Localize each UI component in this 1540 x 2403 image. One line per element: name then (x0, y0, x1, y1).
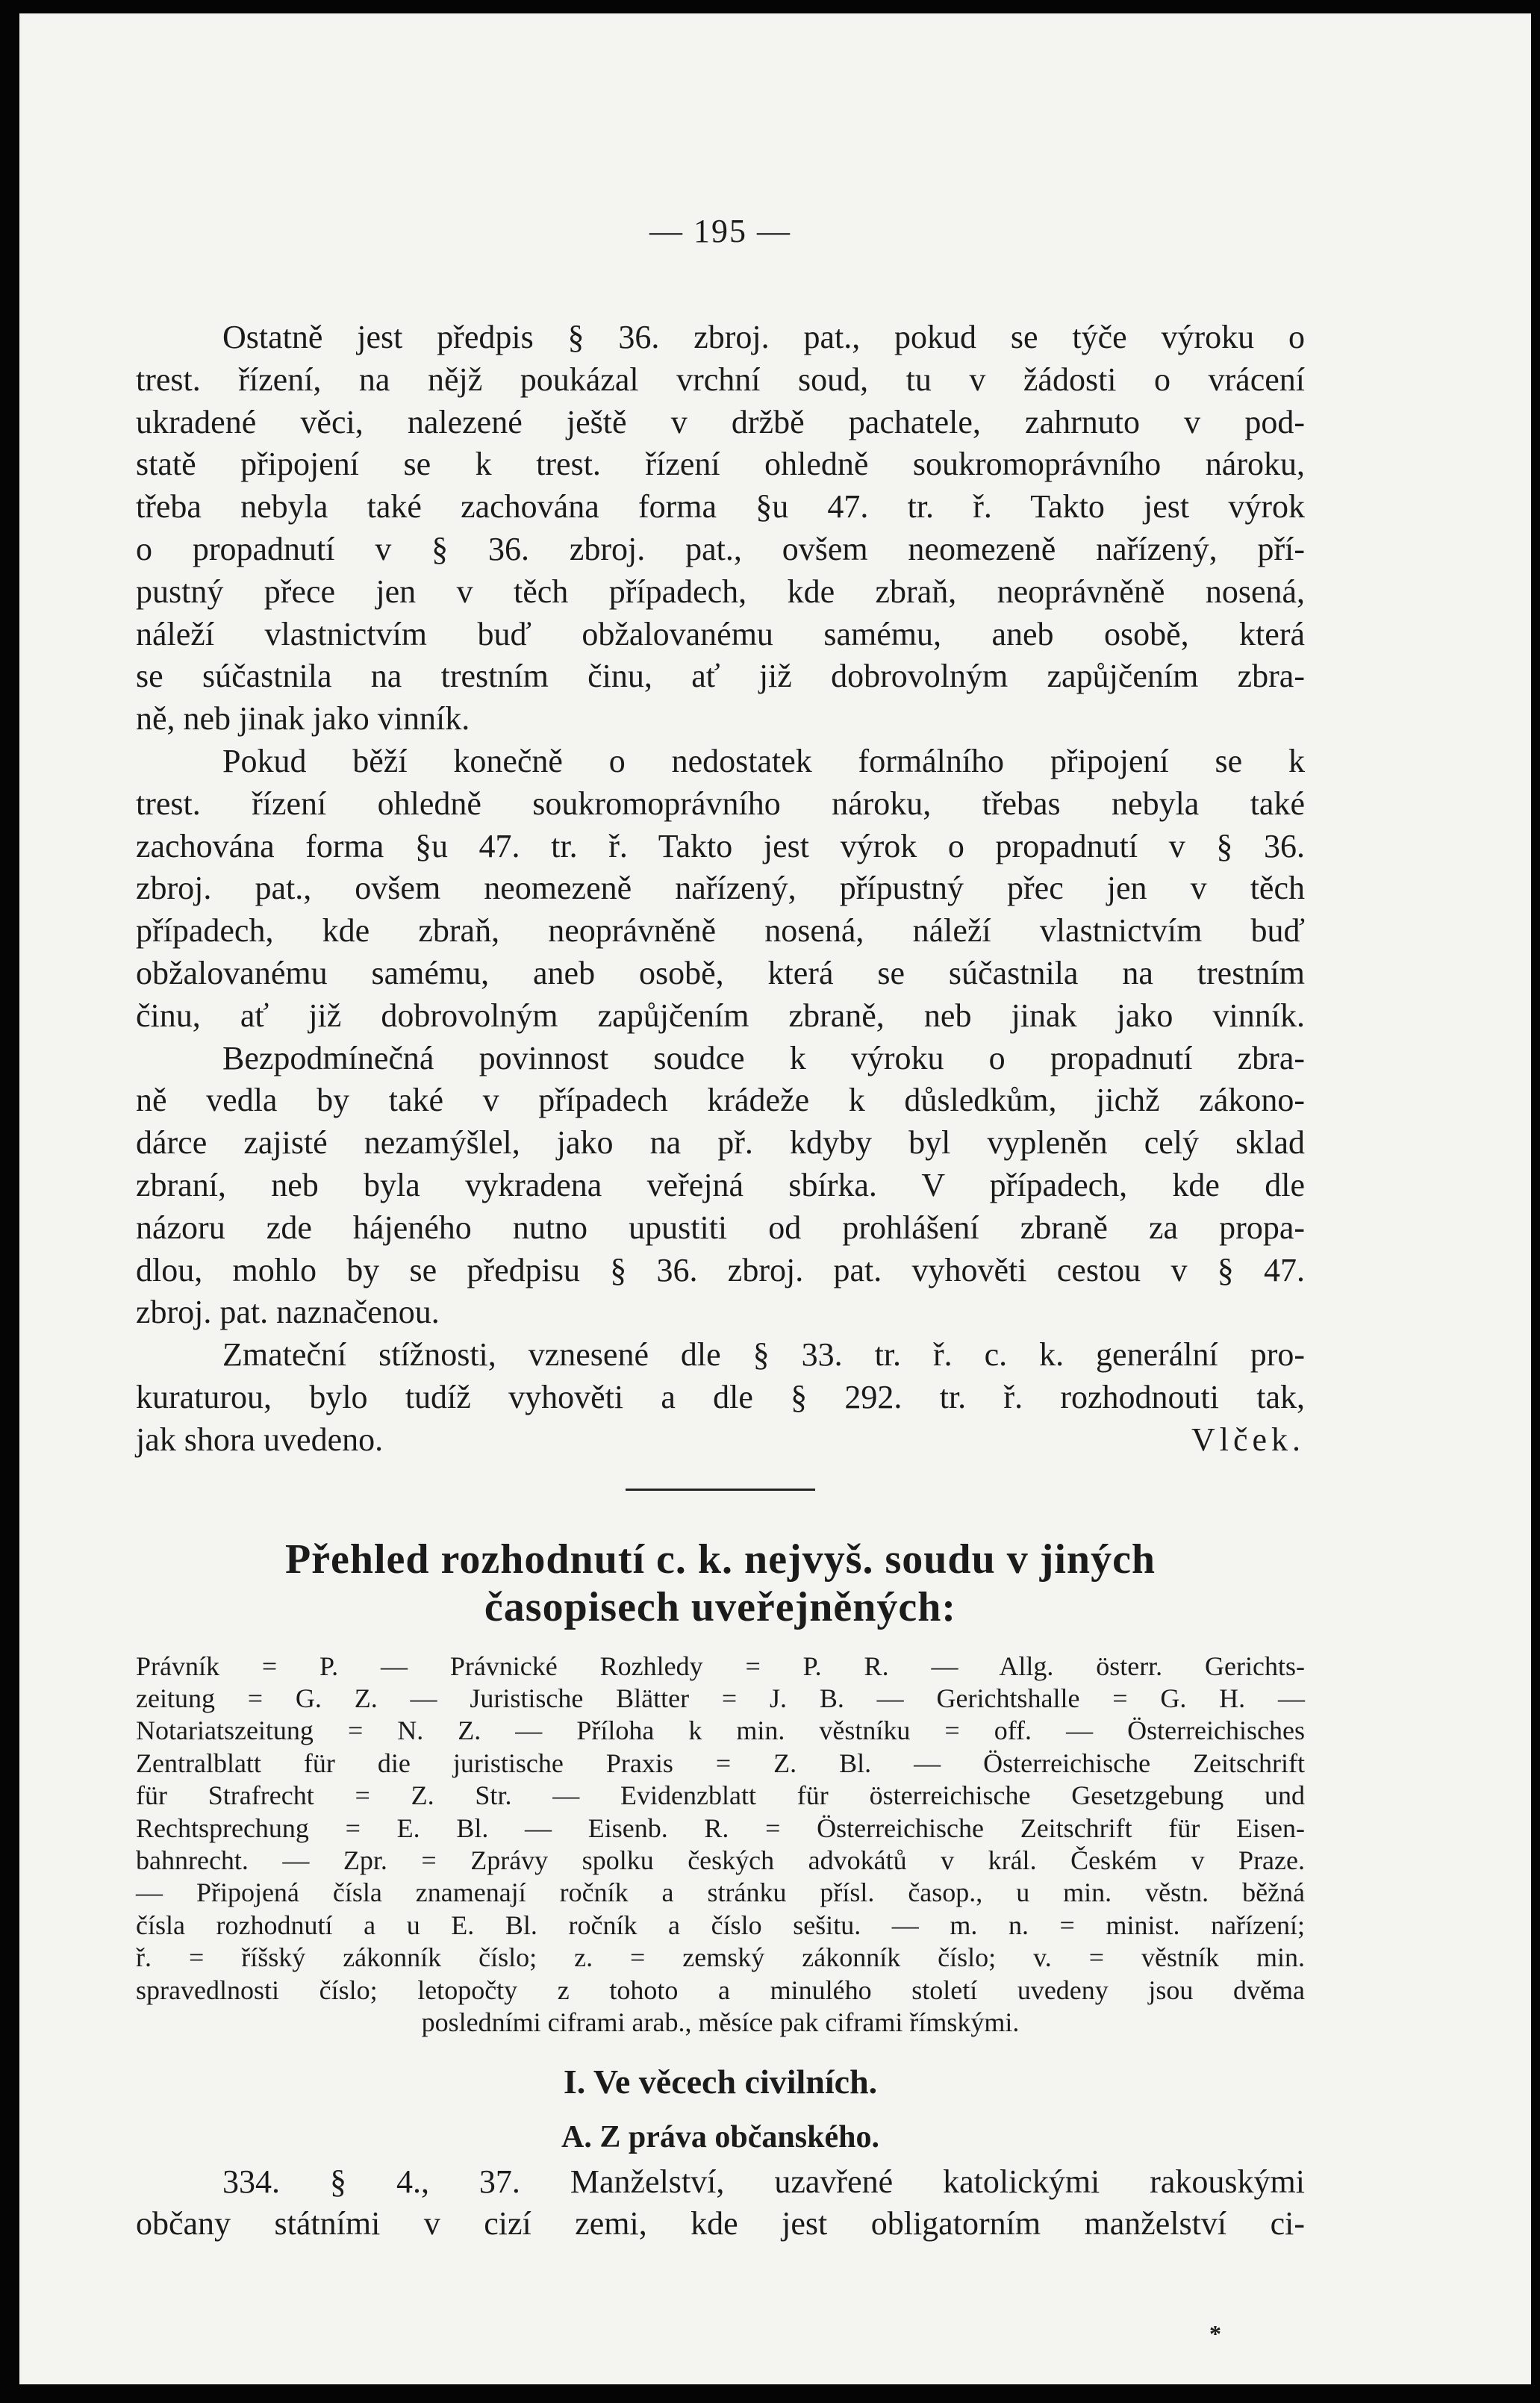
body-line: zachována forma §u 47. tr. ř. Takto jest výrok o propadnutí v § 36. (136, 827, 1305, 864)
body-line: trest. řízení, na nějž poukázal vrchní soud, tu v žádosti o vrácení (136, 361, 1305, 398)
abbreviation-line: Právník = P. — Právnické Rozhledy = P. R. — Allg. österr. Gerichts- (136, 1651, 1305, 1681)
body-line: trest. řízení ohledně soukromoprávního nároku, třebas nebyla také (136, 785, 1305, 822)
abbreviation-line: bahnrecht. — Zpr. = Zprávy spolku českých advokátů v král. Českém v Praze. (136, 1845, 1305, 1875)
body-line: Bezpodmínečná povinnost soudce k výroku o propadnutí zbra- (222, 1039, 1305, 1076)
body-line: Pokud běží konečně o nedostatek formálního připojení se k (222, 742, 1305, 779)
abbreviation-line: spravedlnosti číslo; letopočty z tohoto a minulého století uvedeny jsou dvěma (136, 1975, 1305, 2005)
signature: Vlček. (1191, 1421, 1305, 1458)
body-line: činu, ať již dobrovolným zapůjčením zbraně, neb jinak jako vinník. (136, 997, 1305, 1034)
abbreviation-line: Notariatszeitung = N. Z. — Příloha k min. věstníku = off. — Österreichisches (136, 1715, 1305, 1746)
body-line: kuraturou, bylo tudíž vyhověti a dle § 292. tr. ř. rozhodnouti tak, (136, 1378, 1305, 1415)
body-line: Zmateční stížnosti, vznesené dle § 33. tr. ř. c. k. generální pro- (222, 1336, 1305, 1374)
section-heading: I. Ve věcech civilních. (563, 2063, 878, 2101)
closing-line: jak shora uvedeno. (136, 1421, 384, 1458)
abbreviation-line: zeitung = G. Z. — Juristische Blätter = J. B. — Gerichtshalle = G. H. — (136, 1683, 1305, 1713)
overview-heading-line: časopisech uveřejněných: (484, 1583, 957, 1630)
body-line: se súčastnila na trestním činu, ať již dobrovolným zapůjčením zbra- (136, 658, 1305, 695)
body-line: třeba nebyla také zachována forma §u 47. tr. ř. Takto jest výrok (136, 488, 1305, 526)
body-line: o propadnutí v § 36. zbroj. pat., ovšem neomezeně nařízený, pří- (136, 530, 1305, 567)
footer-mark: * (1209, 2320, 1221, 2347)
signature-line (136, 1419, 1305, 1462)
decision-entry (136, 2161, 1305, 2245)
decision-line: 334. § 4., 37. Manželství, uzavřené katolickými rakouskými (222, 2163, 1305, 2201)
body-line: ukradené věci, nalezené ještě v držbě pachatele, zahrnuto v pod- (136, 403, 1305, 440)
body-line: statě připojení se k trest. řízení ohledně soukromoprávního nároku, (136, 446, 1305, 483)
overview-heading-line: Přehled rozhodnutí c. k. nejvyš. soudu v jiných (284, 1536, 1156, 1583)
body-line: dárce zajisté nezamýšlel, jako na př. kdyby byl vypleněn celý sklad (136, 1124, 1305, 1162)
abbreviation-line: — Připojená čísla znamenají ročník a stránku přísl. časop., u min. věstn. běžná (136, 1877, 1305, 1908)
page-number: — 195 — (649, 213, 791, 249)
page (19, 13, 1531, 2384)
body-line: názoru zde hájeného nutno upustiti od prohlášení zbraně za propa- (136, 1209, 1305, 1246)
abbreviation-line: posledními ciframi arab., měsíce pak ciframi římskými. (421, 2007, 1020, 2037)
abbreviation-line: Rechtsprechung = E. Bl. — Eisenb. R. = Österreichische Zeitschrift für Eisen- (136, 1813, 1305, 1843)
body-line: zbroj. pat. naznačenou. (136, 1294, 440, 1331)
body-line: případech, kde zbraň, neoprávněně nosená, náleží vlastnictvím buď (136, 912, 1305, 950)
separator-rule (626, 1489, 815, 1491)
body-line: ně, neb jinak jako vinník. (136, 700, 470, 738)
body-line: dlou, mohlo by se předpisu § 36. zbroj. pat. vyhověti cestou v § 47. (136, 1251, 1305, 1288)
overview-heading (136, 1536, 1305, 1631)
body-line: pustný přece jen v těch případech, kde zbraň, neoprávněně nosená, (136, 573, 1305, 610)
body-line: Ostatně jest předpis § 36. zbroj. pat., pokud se týče výroku o (222, 319, 1305, 355)
subsection-heading: A. Z práva občanského. (561, 2120, 879, 2155)
decision-line: občany státními v cizí zemi, kde jest obligatorním manželství ci- (136, 2205, 1305, 2243)
body-line: ně vedla by také v případech krádeže k důsledkům, jichž zákono- (136, 1082, 1305, 1119)
body-line: náleží vlastnictvím buď obžalovanému samému, aneb osobě, která (136, 615, 1305, 652)
body-line: obžalovanému samému, aneb osobě, která se súčastnila na trestním (136, 954, 1305, 991)
body-text (136, 317, 1305, 1462)
page-content (136, 209, 1305, 2245)
body-line: zbroj. pat., ovšem neomezeně nařízený, přípustný přec jen v těch (136, 870, 1305, 907)
abbreviation-line: čísla rozhodnutí a u E. Bl. ročník a číslo sešitu. — m. n. = minist. nařízení; (136, 1910, 1305, 1940)
abbreviation-line: Zentralblatt für die juristische Praxis = Z. Bl. — Österreichische Zeitschrift (136, 1748, 1305, 1778)
abbreviation-line: ř. = říšský zákonník číslo; z. = zemský zákonník číslo; v. = věstník min. (136, 1942, 1305, 1973)
abbreviation-key (136, 1651, 1305, 2039)
body-line: zbraní, neb byla vykradena veřejná sbírka. V případech, kde dle (136, 1166, 1305, 1203)
abbreviation-line: für Strafrecht = Z. Str. — Evidenzblatt für österreichische Gesetzgebung und (136, 1780, 1305, 1811)
